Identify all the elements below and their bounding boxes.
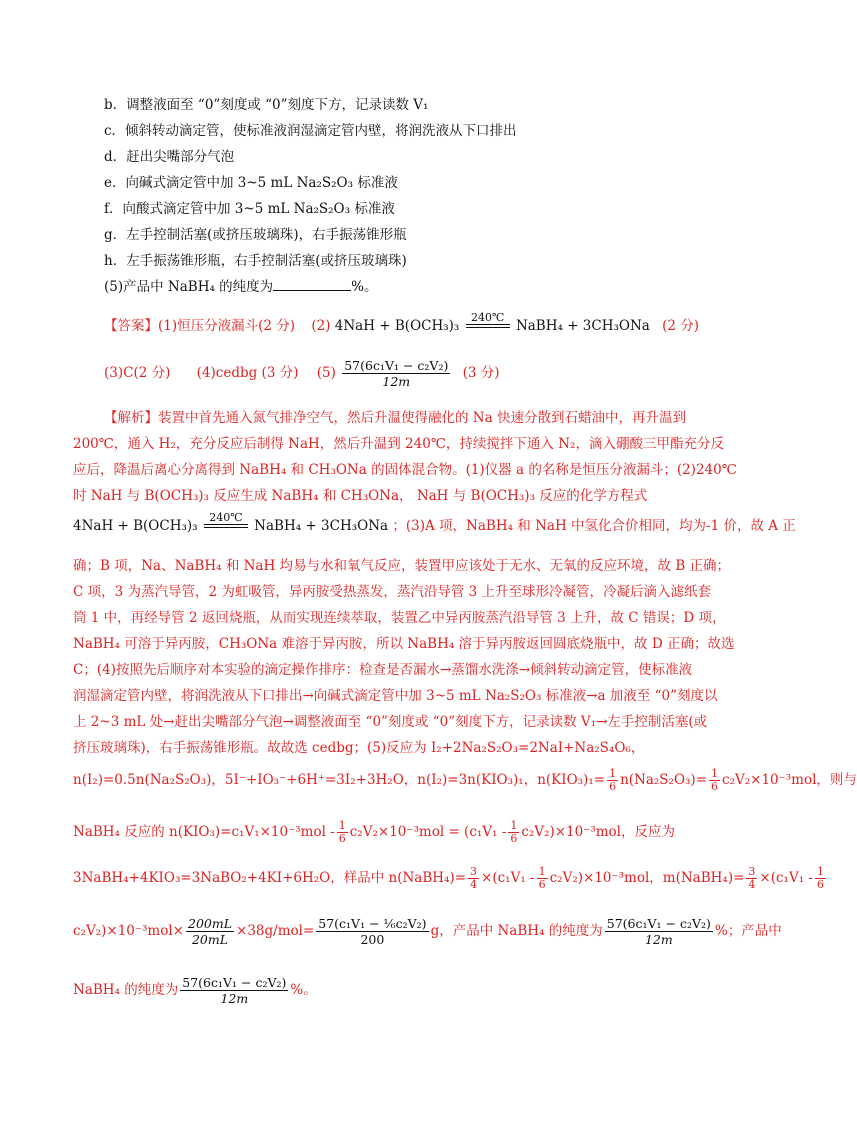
answer-equation: [334, 311, 654, 334]
fraction-numerator: 1: [609, 767, 617, 780]
answer-blank: [273, 278, 351, 291]
fraction-numerator: 3: [470, 865, 478, 878]
analysis-line-16-d: ×(c₁V₁ -: [759, 870, 813, 886]
analysis-line-1: 【解析】装置中首先通入氮气排净空气，然后升温使得融化的 Na 快速分散到石蜡油中，再升温到: [104, 410, 686, 426]
equation-condition: [466, 312, 510, 335]
fraction-denominator: 6: [338, 832, 346, 845]
analysis-line-13: 挤压玻璃珠)，右手振荡锥形瓶。故故选 cedbg；(5)反应为 I₂+2Na₂S₂O₃=2NaI+Na₂S₄O₆，: [73, 740, 645, 756]
analysis-line-18-a: NaBH₄ 的纯度为: [73, 982, 179, 998]
fraction-denominator: 20mL: [191, 932, 229, 947]
fraction-denominator: 200: [360, 932, 385, 947]
option-b: b．调整液面至 “0”刻度或 “0”刻度下方，记录读数 V₁: [104, 97, 429, 113]
fraction-denominator: 12m: [220, 991, 249, 1006]
fraction-purity: [605, 916, 713, 947]
answer-part-4: (4)cedbg (3 分): [196, 365, 299, 381]
fraction-denominator: 6: [609, 780, 617, 793]
answer-part-2-score: (2 分): [662, 318, 700, 334]
equation-left: 4NaH + B(OCH₃)₃: [73, 518, 198, 534]
option-d: d．赶出尖嘴部分气泡: [104, 149, 235, 165]
fraction-denominator: 12m: [382, 374, 411, 389]
analysis-line-16-c: c₂V₂)×10⁻³mol，m(NaBH₄)=: [549, 870, 745, 886]
analysis-line-10: C；(4)按照先后顺序对本实验的滴定操作排序：检查是否漏水→蒸馏水洗涤→倾斜转动滴定管，使标准液: [73, 662, 693, 678]
fraction-numerator: 200mL: [188, 916, 233, 931]
answer-part-5-prefix: (5): [316, 365, 336, 381]
equation-right: NaBH₄ + 3CH₃ONa: [254, 518, 389, 534]
fraction-numerator: 1: [338, 819, 346, 832]
fraction-denominator: 4: [470, 878, 478, 891]
answer-part-5-score: (3 分): [462, 365, 500, 381]
analysis-line-15: [73, 820, 740, 845]
question-5-prefix: (5)产品中 NaBH₄ 的纯度为: [104, 279, 274, 295]
analysis-line-3: 应后，降温后离心分离得到 NaBH₄ 和 CH₃ONa 的固体混合物。(1)仪器 a 的名称是恒压分液漏斗；(2)240℃: [73, 462, 737, 478]
option-h: h．左手振荡锥形瓶，右手控制活塞(或挤压玻璃珠): [104, 253, 407, 269]
fraction-volume-ratio: [186, 916, 234, 947]
fraction-one-sixth: [537, 866, 548, 891]
fraction-numerator: 1: [817, 865, 824, 878]
fraction-numerator: 57(6c₁V₁ − c₂V₂): [182, 975, 287, 990]
analysis-line-17-c: g，产品中 NaBH₄ 的纯度为: [430, 923, 603, 939]
fraction-numerator: 1: [711, 767, 719, 780]
analysis-line-17-d: %；产品中: [714, 923, 782, 939]
analysis-line-2: 200℃，通入 H₂，充分反应后制得 NaH，然后升温到 240℃，持续搅拌下通入 N₂，滴入硼酸三甲酯充分反: [73, 436, 724, 452]
analysis-line-6: 确；B 项，Na、NaBH₄ 和 NaH 均易与水和氧气反应，装置甲应该处于无水、无氧的反应环境，故 B 正确；: [73, 558, 731, 574]
question-5-suffix: %。: [351, 279, 378, 295]
equation-left: 4NaH + B(OCH₃)₃: [334, 318, 460, 334]
answer-purity-fraction: [342, 358, 450, 389]
fraction-three-fourths: [468, 866, 479, 891]
fraction-denominator: 6: [817, 878, 824, 891]
fraction-denominator: 6: [538, 878, 546, 891]
question-5: [104, 278, 740, 296]
analysis-line-14-b: n(Na₂S₂O₃)=: [620, 772, 708, 788]
fraction-three-fourths: [746, 866, 757, 891]
fraction-one-sixth: [607, 768, 618, 793]
answer-part-3: (3)C(2 分): [104, 365, 171, 381]
fraction-one-sixth: [815, 866, 826, 891]
fraction-numerator: 57(6c₁V₁ − c₂V₂): [344, 358, 449, 373]
fraction-numerator: 1: [538, 865, 546, 878]
analysis-line-16-a: 3NaBH₄+4KIO₃=3NaBO₂+4KI+6H₂O，样品中 n(NaBH₄)=: [73, 870, 467, 886]
fraction-mass: [316, 916, 428, 947]
analysis-line-7: C 项，3 为蒸汽导管，2 为虹吸管，异丙胺受热蒸发，蒸汽沿导管 3 上升至球形冷凝管，冷凝后滴入滤纸套: [73, 584, 712, 600]
equation-equals-sign: [466, 324, 510, 328]
option-f: f．向酸式滴定管中加 3~5 mL Na₂S₂O₃ 标准液: [104, 201, 395, 217]
fraction-denominator: 12m: [644, 932, 673, 947]
analysis-line-8: 筒 1 中，再经导管 2 返回烧瓶，从而实现连续萃取，装置乙中异丙胺蒸汽沿导管 3 上升，故 C 错误；D 项，: [73, 610, 726, 626]
fraction-denominator: 6: [510, 832, 518, 845]
option-c: c．倾斜转动滴定管，使标准液润湿滴定管内壁，将润洗液从下口排出: [104, 123, 517, 139]
option-e: e．向碱式滴定管中加 3~5 mL Na₂S₂O₃ 标准液: [104, 175, 398, 191]
analysis-line-17-b: ×38g/mol=: [236, 923, 315, 939]
fraction-numerator: 1: [510, 819, 518, 832]
analysis-line-15-c: c₂V₂)×10⁻³mol，反应为: [521, 824, 675, 840]
analysis-line-16-b: ×(c₁V₁ -: [481, 870, 535, 886]
analysis-line-4: 时 NaH 与 B(OCH₃)₃ 反应生成 NaBH₄ 和 CH₃ONa， NaH 与 B(OCH₃)₃ 反应的化学方程式: [73, 488, 648, 504]
option-g: g．左手控制活塞(或挤压玻璃珠)，右手振荡锥形瓶: [104, 227, 407, 243]
answer-label: 【答案】: [104, 318, 158, 334]
analysis-line-18-b: %。: [290, 982, 317, 998]
analysis-line-15-b: c₂V₂×10⁻³mol = (c₁V₁ -: [349, 824, 507, 840]
answer-line-2: [104, 358, 740, 389]
fraction-purity: [180, 975, 288, 1006]
fraction-one-sixth: [709, 768, 720, 793]
equation-condition-text: 240℃: [470, 311, 505, 324]
analysis-line-17-a: c₂V₂)×10⁻³mol×: [73, 923, 184, 939]
fraction-denominator: 6: [711, 780, 719, 793]
analysis-line-11: 润湿滴定管内壁，将润洗液从下口排出→向碱式滴定管中加 3~5 mL Na₂S₂O₃ 标准液→a 加液至 “0”刻度以: [73, 688, 718, 704]
analysis-line-12: 上 2~3 mL 处→赶出尖嘴部分气泡→调整液面至 “0”刻度或 “0”刻度下方，记录读数 V₁→左手控制活塞(或: [73, 714, 708, 730]
analysis-line-14-c: c₂V₂×10⁻³mol，则与: [722, 772, 857, 788]
analysis-line-18: [73, 975, 740, 1006]
analysis-line-16: [73, 865, 824, 891]
equation-right: NaBH₄ + 3CH₃ONa: [515, 318, 650, 334]
fraction-numerator: 57(c₁V₁ − ⅙c₂V₂): [318, 916, 427, 931]
analysis-line-5-text: ；(3)A 项，NaBH₄ 和 NaH 中氢化合价相同，均为-1 价，故 A 正: [392, 518, 796, 534]
answer-part-1: (1)恒压分液漏斗(2 分): [158, 318, 296, 334]
fraction-one-sixth: [508, 820, 519, 845]
analysis-line-17: [73, 916, 782, 947]
equation-equals-sign: [204, 524, 248, 528]
fraction-numerator: 3: [748, 865, 756, 878]
equation-condition: [204, 512, 248, 535]
analysis-line-14-a: n(I₂)=0.5n(Na₂S₂O₃)，5I⁻+IO₃⁻+6H⁺=3I₂+3H₂O，n(I₂)=3n(KIO₃)₁，n(KIO₃)₁=: [73, 772, 606, 788]
fraction-denominator: 4: [748, 878, 756, 891]
analysis-line-9: NaBH₄ 可溶于异丙胺，CH₃ONa 难溶于异丙胺，所以 NaBH₄ 溶于异丙胺返回圆底烧瓶中，故 D 正确；故选: [73, 636, 735, 652]
answer-line-1: [104, 312, 740, 335]
analysis-line-5: [73, 511, 796, 535]
analysis-line-14: [73, 767, 857, 793]
fraction-one-sixth: [337, 820, 348, 845]
answer-part-2-prefix: (2): [311, 318, 331, 334]
analysis-line-15-a: NaBH₄ 反应的 n(KIO₃)=c₁V₁×10⁻³mol -: [73, 824, 335, 840]
equation-condition-text: 240℃: [209, 511, 243, 524]
fraction-numerator: 57(6c₁V₁ − c₂V₂): [606, 916, 711, 931]
analysis-equation: [73, 511, 392, 534]
